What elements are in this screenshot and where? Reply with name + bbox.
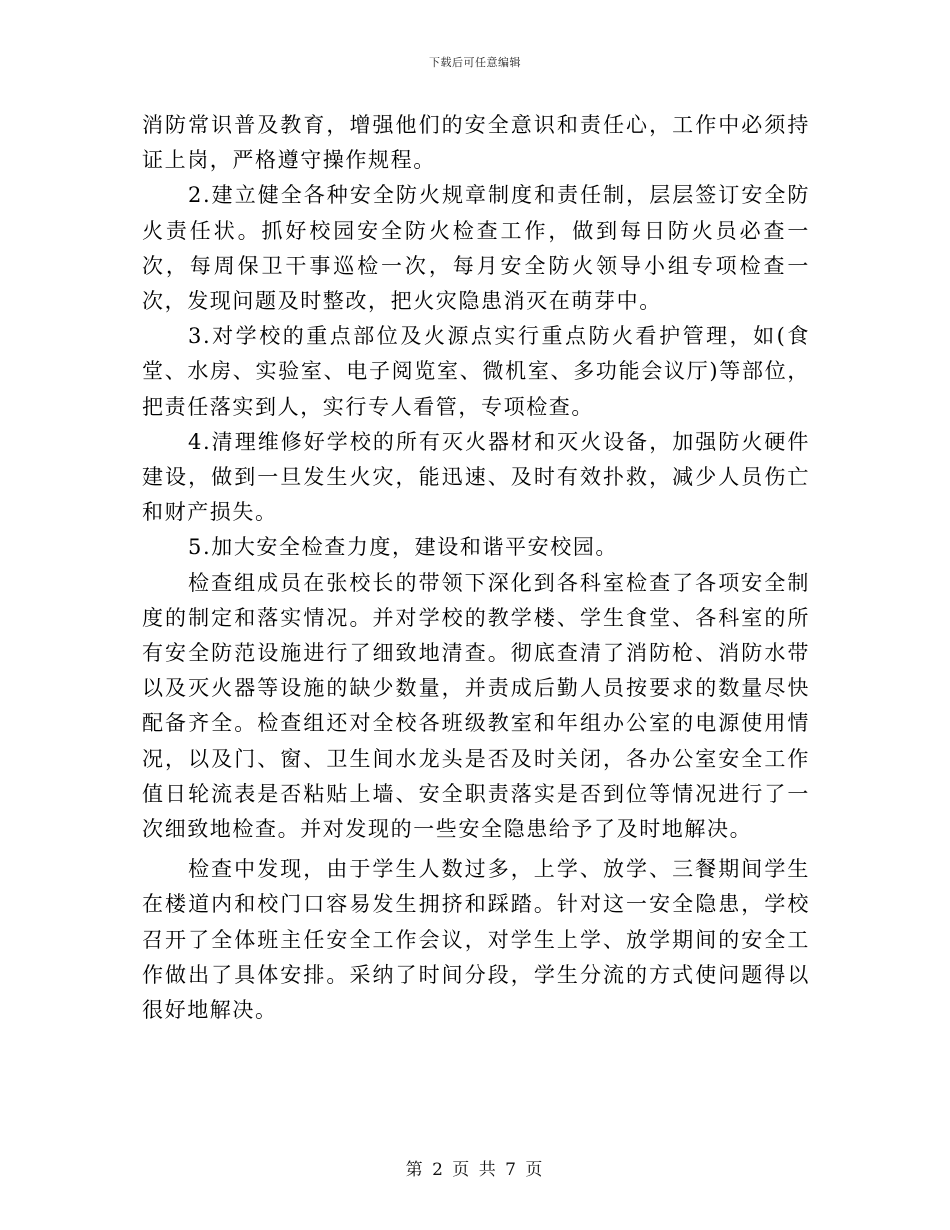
paragraph-continuation: 消防常识普及教育，增强他们的安全意识和责任心，工作中必须持证上岗，严格遵守操作规程。 (142, 113, 810, 173)
page-header: 下载后可任意编辑 (429, 56, 521, 69)
paragraph-item-3: 3.对学校的重点部位及火源点实行重点防火看护管理，如(食堂、水房、实验室、电子阅览室、微机室、多功能会议厅)等部位，把责任落实到人，实行专人看管，专项检查。 (142, 324, 810, 419)
page-number: 第 2 页 共 7 页 (405, 1160, 545, 1180)
paragraph-item-4: 4.清理维修好学校的所有灭火器材和灭火设备，加强防火硬件建设，做到一旦发生火灾，能迅速、及时有效扑救，减少人员伤亡和财产损失。 (142, 429, 810, 525)
paragraph-inspection: 检查组成员在张校长的带领下深化到各科室检查了各项安全制度的制定和落实情况。并对学校的教学楼、学生食堂、各科室的所有安全防范设施进行了细致地清查。彻底查清了消防枪、消防水带以及灭火器等设施的缺少数量，并责成后勤人员按要求的数量尽快配备齐全。检查组还对全校各班级教室和年组办公室的电源使用情况，以及门、窗、卫生间水龙头是否及时关闭，各办公室安全工作值日轮流表是否粘贴上墙、安全职责落实是否到位等情况进行了一次细致地检查。并对发现的一些安全隐患给予了及时地解决。 (142, 570, 810, 842)
paragraph-item-2: 2.建立健全各种安全防火规章制度和责任制，层层签订安全防火责任状。抓好校园安全防火检查工作，做到每日防火员必查一次，每周保卫干事巡检一次，每月安全防火领导小组专项检查一次，发现问题及时整改，把火灾隐患消灭在萌芽中。 (142, 183, 810, 314)
paragraph-item-5: 5.加大安全检查力度，建设和谐平安校园。 (188, 535, 619, 560)
paragraph-findings: 检查中发现，由于学生人数过多，上学、放学、三餐期间学生在楼道内和校门口容易发生拥挤和踩踏。针对这一安全隐患，学校召开了全体班主任安全工作会议，对学生上学、放学期间的安全工作做出了具体安排。采纳了时间分段，学生分流的方式使问题得以很好地解决。 (142, 857, 810, 1023)
document-body (142, 108, 810, 1028)
